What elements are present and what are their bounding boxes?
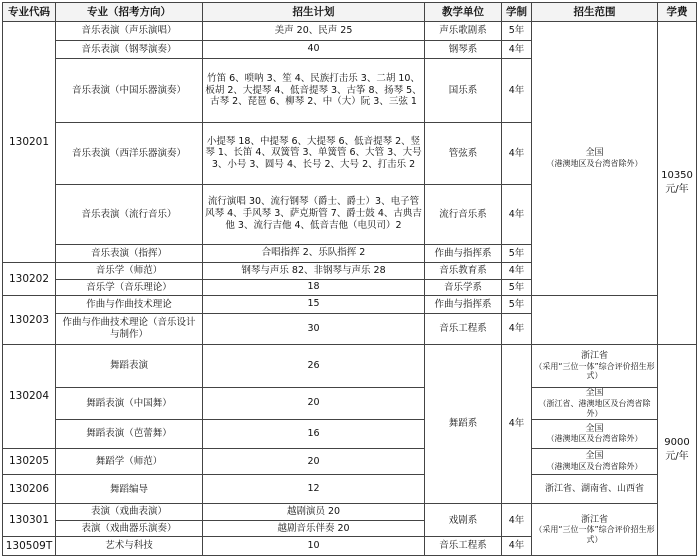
major-cell: 舞蹈编导 xyxy=(56,475,203,504)
scope-national-c-note: （港澳地区及台湾省除外） xyxy=(546,434,643,444)
major-cell: 音乐学（音乐理论） xyxy=(56,279,203,295)
header-row xyxy=(3,3,697,22)
plan-cell: 26 xyxy=(203,344,425,387)
plan-cell: 钢琴与声乐 82、非钢琴与声乐 28 xyxy=(203,263,425,279)
plan-cell: 15 xyxy=(203,296,425,314)
duration-cell: 4年 xyxy=(502,59,532,123)
duration-cell: 5年 xyxy=(502,244,532,263)
table-row xyxy=(3,448,697,475)
major-cell: 音乐表演（流行音乐） xyxy=(56,184,203,244)
major-cell: 表演（戏曲器乐演奏） xyxy=(56,520,203,536)
major-cell: 艺术与科技 xyxy=(56,537,203,556)
plan-cell: 小提琴 18、中提琴 6、大提琴 6、低音提琴 2、竖琴 1、长笛 4、双簧管 3、单簧管 6、大管 3、大号 3、小号 3、圆号 4、长号 2、大号 2、打击乐 2 xyxy=(203,123,425,185)
unit-dance: 舞蹈系 xyxy=(425,344,502,504)
fee-music: 10350元/年 xyxy=(658,22,697,345)
plan-cell: 10 xyxy=(203,537,425,556)
code-130205: 130205 xyxy=(3,448,56,475)
scope-national-d-label: 全国 xyxy=(585,451,604,462)
scope-zhejiang-2-note: （采用“三位一体”综合评价招生形式） xyxy=(534,525,655,545)
scope-empty xyxy=(532,296,658,344)
major-cell: 舞蹈表演 xyxy=(56,344,203,387)
unit-cell: 管弦系 xyxy=(425,123,502,185)
major-cell: 表演（戏曲表演） xyxy=(56,504,203,520)
major-cell: 舞蹈表演（芭蕾舞） xyxy=(56,419,203,448)
duration-cell: 4年 xyxy=(502,263,532,279)
duration-cell: 5年 xyxy=(502,296,532,314)
header-plan: 招生计划 xyxy=(203,3,425,22)
table-row xyxy=(3,419,697,448)
major-cell: 音乐表演（西洋乐器演奏） xyxy=(56,123,203,185)
admission-plan-table xyxy=(2,2,697,556)
plan-cell: 越剧演员 20 xyxy=(203,504,425,520)
code-130204: 130204 xyxy=(3,344,56,448)
code-130202: 130202 xyxy=(3,263,56,296)
scope-national-d xyxy=(532,448,658,475)
plan-cell: 30 xyxy=(203,313,425,344)
unit-cell: 作曲与指挥系 xyxy=(425,244,502,263)
duration-cell: 4年 xyxy=(502,313,532,344)
scope-national-c xyxy=(532,419,658,448)
duration-cell: 4年 xyxy=(502,40,532,59)
header-major: 专业（招考方向） xyxy=(56,3,203,22)
duration-cell: 4年 xyxy=(502,184,532,244)
major-cell: 音乐表演（指挥） xyxy=(56,244,203,263)
scope-zhejiang xyxy=(532,344,658,387)
major-cell: 音乐表演（声乐演唱） xyxy=(56,22,203,41)
plan-cell: 流行演唱 30、流行钢琴（爵士、爵士）3、电子管风琴 4、手风琴 3、萨克斯管 7、爵士鼓 4、古典吉他 3、流行吉他 4、低音吉他（电贝司）2 xyxy=(203,184,425,244)
duration-cell: 4年 xyxy=(502,123,532,185)
plan-cell: 美声 20、民声 25 xyxy=(203,22,425,41)
code-130509t: 130509T xyxy=(3,537,56,556)
duration-cell: 5年 xyxy=(502,22,532,41)
table-row xyxy=(3,296,697,314)
plan-cell: 越剧音乐伴奏 20 xyxy=(203,520,425,536)
plan-cell: 20 xyxy=(203,387,425,419)
unit-cell: 音乐学系 xyxy=(425,279,502,295)
header-code: 专业代码 xyxy=(3,3,56,22)
header-unit: 教学单位 xyxy=(425,3,502,22)
scope-three-provinces: 浙江省、湖南省、山西省 xyxy=(532,475,658,504)
duration-cell: 4年 xyxy=(502,537,532,556)
unit-cell: 作曲与指挥系 xyxy=(425,296,502,314)
fee-dance: 9000元/年 xyxy=(658,344,697,555)
code-130206: 130206 xyxy=(3,475,56,504)
code-130203: 130203 xyxy=(3,296,56,344)
unit-cell: 音乐教育系 xyxy=(425,263,502,279)
scope-national-label: 全国 xyxy=(585,148,604,159)
unit-cell: 流行音乐系 xyxy=(425,184,502,244)
plan-cell: 20 xyxy=(203,448,425,475)
scope-zhejiang-label: 浙江省 xyxy=(580,350,608,361)
scope-national xyxy=(532,22,658,296)
table-row xyxy=(3,504,697,520)
scope-national-d-note: （港澳地区及台湾省除外） xyxy=(546,462,643,472)
table-row xyxy=(3,22,697,41)
scope-zhejiang-note: （采用“三位一体”综合评价招生形式） xyxy=(534,361,655,381)
unit-cell: 钢琴系 xyxy=(425,40,502,59)
table-row xyxy=(3,475,697,504)
major-cell: 舞蹈表演（中国舞） xyxy=(56,387,203,419)
plan-cell: 合唱指挥 2、乐队指挥 2 xyxy=(203,244,425,263)
header-duration: 学制 xyxy=(502,3,532,22)
scope-zhejiang-2-label: 浙江省 xyxy=(580,514,608,525)
code-130201: 130201 xyxy=(3,22,56,263)
major-cell: 作曲与作曲技术理论 xyxy=(56,296,203,314)
scope-zhejiang-2 xyxy=(532,504,658,556)
major-cell: 舞蹈学（师范） xyxy=(56,448,203,475)
major-cell: 作曲与作曲技术理论（音乐设计与制作） xyxy=(56,313,203,344)
header-fee: 学费 xyxy=(658,3,697,22)
plan-cell: 16 xyxy=(203,419,425,448)
duration-drama: 4年 xyxy=(502,504,532,537)
scope-national-c-label: 全国 xyxy=(585,423,604,434)
unit-cell: 音乐工程系 xyxy=(425,537,502,556)
duration-dance: 4年 xyxy=(502,344,532,504)
major-cell: 音乐学（师范） xyxy=(56,263,203,279)
plan-cell: 竹笛 6、唢呐 3、笙 4、民族打击乐 3、二胡 10、板胡 2、大提琴 4、低音提琴 3、古筝 8、扬琴 5、古琴 2、琵琶 6、柳琴 2、中（大）阮 3、三弦 1 xyxy=(203,59,425,123)
unit-cell: 音乐工程系 xyxy=(425,313,502,344)
scope-national-b-note: （浙江省、港澳地区及台湾省除外） xyxy=(538,399,651,418)
duration-cell: 5年 xyxy=(502,279,532,295)
header-scope: 招生范围 xyxy=(532,3,658,22)
scope-national-b-label: 全国 xyxy=(585,388,604,399)
table-row xyxy=(3,344,697,387)
plan-cell: 12 xyxy=(203,475,425,504)
major-cell: 音乐表演（中国乐器演奏） xyxy=(56,59,203,123)
major-cell: 音乐表演（钢琴演奏） xyxy=(56,40,203,59)
code-130301: 130301 xyxy=(3,504,56,537)
scope-national-b xyxy=(532,387,658,419)
plan-cell: 18 xyxy=(203,279,425,295)
unit-cell: 声乐歌剧系 xyxy=(425,22,502,41)
plan-cell: 40 xyxy=(203,40,425,59)
scope-national-note: （港澳地区及台湾省除外） xyxy=(546,159,643,169)
unit-drama: 戏剧系 xyxy=(425,504,502,537)
unit-cell: 国乐系 xyxy=(425,59,502,123)
table-row xyxy=(3,387,697,419)
